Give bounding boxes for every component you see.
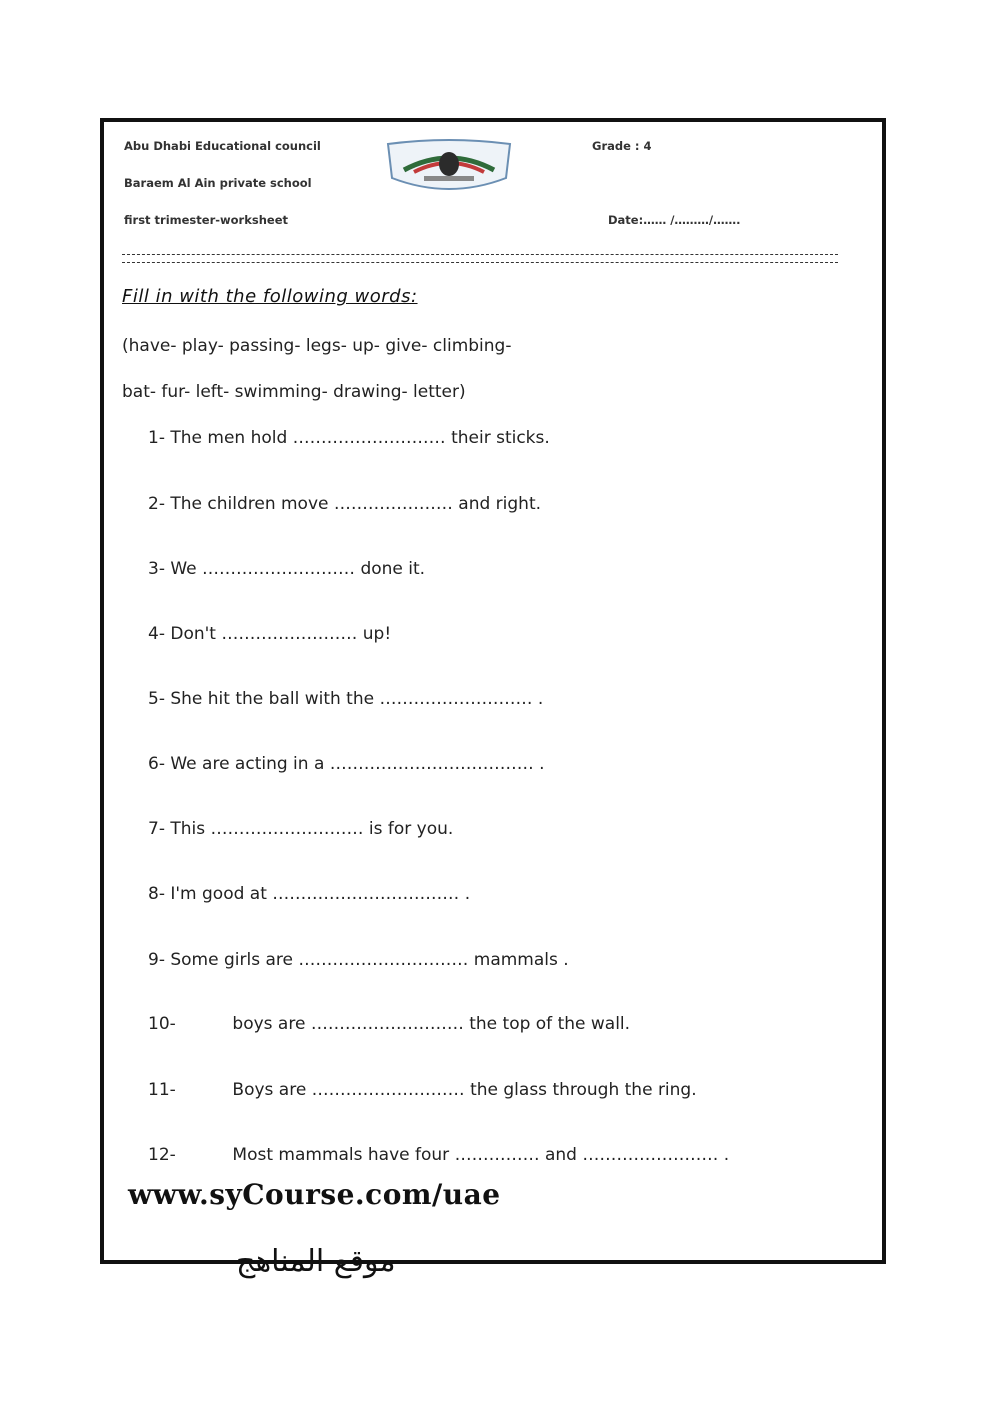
question-2	[148, 494, 541, 514]
council-name: Abu Dhabi Educational council	[124, 139, 321, 153]
question-text: She hit the ball with the ……………………… .	[170, 689, 544, 709]
date-field: Date:…… /………/…….	[608, 213, 741, 227]
worksheet-type: first trimester-worksheet	[124, 213, 288, 227]
question-number: 11-	[148, 1080, 176, 1100]
school-name: Baraem Al Ain private school	[124, 176, 312, 190]
question-number: 10-	[148, 1014, 176, 1034]
question-9	[148, 950, 569, 970]
question-12	[148, 1145, 729, 1165]
website-watermark: www.syCourse.com/uae	[128, 1178, 501, 1211]
question-number: 6-	[148, 754, 165, 774]
question-8	[148, 884, 470, 904]
question-number: 8-	[148, 884, 165, 904]
question-7	[148, 819, 453, 839]
question-text: I'm good at …………………………… .	[170, 884, 471, 904]
header-separator	[122, 254, 838, 263]
question-text: We ……………………… done it.	[170, 559, 426, 579]
question-1	[148, 428, 550, 448]
question-text: Don't …………………… up!	[170, 624, 392, 644]
question-text: boys are ……………………… the top of the wall.	[232, 1014, 631, 1034]
question-number: 9-	[148, 950, 165, 970]
question-text: The men hold ……………………… their sticks.	[170, 428, 550, 448]
question-number: 1-	[148, 428, 165, 448]
question-text: Boys are ……………………… the glass through the ring.	[232, 1080, 697, 1100]
question-number: 4-	[148, 624, 165, 644]
question-number: 12-	[148, 1145, 176, 1165]
question-number: 5-	[148, 689, 165, 709]
word-bank-line-1: (have- play- passing- legs- up- give- climbing-	[122, 336, 512, 356]
question-5	[148, 689, 543, 709]
question-text: The children move ………………… and right.	[170, 494, 542, 514]
arabic-watermark: موقع المناهج	[236, 1244, 396, 1279]
school-logo	[384, 138, 514, 196]
instruction-title: Fill in with the following words:	[122, 286, 418, 307]
question-text: Most mammals have four …………… and …………………… .	[232, 1145, 730, 1165]
word-bank-line-2: bat- fur- left- swimming- drawing- letter)	[122, 382, 466, 402]
question-6	[148, 754, 545, 774]
question-10	[148, 1014, 630, 1034]
question-number: 3-	[148, 559, 165, 579]
question-text: Some girls are ………………………… mammals .	[170, 950, 569, 970]
question-number: 2-	[148, 494, 165, 514]
grade-label: Grade : 4	[592, 139, 652, 153]
question-3	[148, 559, 425, 579]
question-11	[148, 1080, 697, 1100]
question-4	[148, 624, 391, 644]
question-text: We are acting in a ……………………………… .	[170, 754, 545, 774]
question-number: 7-	[148, 819, 165, 839]
question-text: This ……………………… is for you.	[170, 819, 454, 839]
